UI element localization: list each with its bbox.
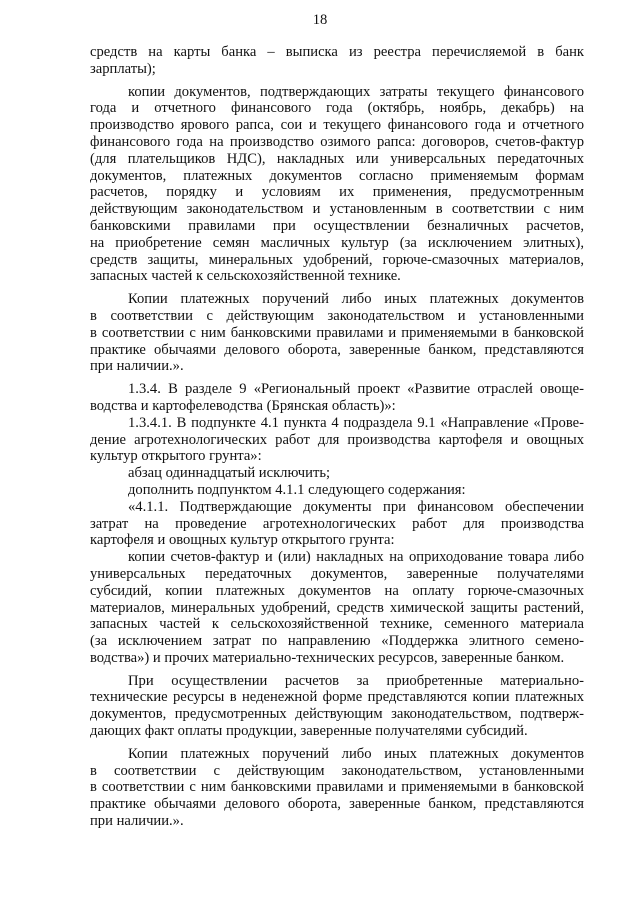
text-line: документов, предусмотренных действующим законодательством, подтверж- [90,706,584,723]
text-line: (для плательщиков НДС), накладных или универсальных передаточных [90,150,584,167]
text-line: водства») и прочих материально-технических ресурсов, заверенные банком. [90,649,565,666]
paragraph [90,381,584,415]
text-line: копии документов, подтверждающих затраты текущего финансового [128,83,584,100]
paragraph [90,549,584,667]
text-line: практике обычаями делового оборота, заверенные банком, представляются [90,796,584,813]
text-line: в соответствии с ним банковскими правилами и применяемыми в банковской [90,779,584,796]
text-line: финансового года на производство озимого рапса: договоров, счетов-фактур [90,133,584,150]
paragraph [90,415,584,465]
text-line: водства и картофелеводства (Брянская область)»: [90,397,396,414]
text-line: зарплаты); [90,60,156,77]
text-line: копии счетов-фактур и (или) накладных на оприходование товара либо [128,549,584,566]
page-number: 18 [312,12,328,28]
text-line: технические ресурсы в неденежной форме представляются копии платежных [90,689,584,706]
text-line: субсидий, копии платежных документов на оплату горюче-смазочных [90,582,584,599]
text-line: 1.3.4.1. В подпункте 4.1 пункта 4 подраздела 9.1 «Направление «Прове- [128,414,584,431]
text-line: года и отчетного финансового года (октябрь, ноябрь, декабрь) на [90,100,584,117]
text-line: документов, платежных документов согласно применяемым формам [90,167,584,184]
text-line: дение агротехнологических работ для производства картофеля и овощных [90,431,584,448]
paragraph [90,746,584,830]
paragraph [90,482,584,499]
text-line: материалов, минеральных удобрений, средств химической защиты растений, [90,599,584,616]
text-line: средств на карты банка – выписка из реестра перечисляемой в банк [90,44,584,60]
text-line: на приобретение семян масличных культур (за исключением элитных), [90,234,584,251]
text-line: в соответствии с действующим законодательством и установленными [90,307,584,324]
text-line: средств защиты, минеральных удобрений, горюче-смазочных материалов, [90,251,584,268]
paragraph [90,673,584,740]
text-line: действующим законодательством и установленным в соответствии с ним [90,201,584,218]
text-line: расчетов, порядку и условиям их применения, предусмотренным [90,184,584,201]
paragraph [90,499,584,549]
text-line: 1.3.4. В разделе 9 «Региональный проект «Развитие отраслей овоще- [128,381,584,398]
text-line: (за исключением затрат по направлению «Поддержка элитного семено- [90,633,584,650]
text-line: в соответствии с действующим законодательством, установленными [90,762,584,779]
text-line: запасных частей к сельскохозяйственной технике, семенного материала [90,616,584,633]
text-line: дополнить подпунктом 4.1.1 следующего содержания: [128,481,466,498]
text-line: картофеля и овощных культур открытого грунта: [90,532,395,549]
paragraph [90,291,584,375]
text-line: затрат на проведение агротехнологических работ для производства [90,515,584,532]
text-line: при наличии.». [90,813,184,830]
paragraph [90,44,584,78]
text-line: банковскими правилами при осуществлении безналичных расчетов, [90,217,584,234]
document-body [90,44,584,830]
text-line: практике обычаями делового оборота, заверенные банком, представляются [90,341,584,358]
text-line: универсальных передаточных документов, заверенные получателями [90,565,584,582]
text-line: При осуществлении расчетов за приобретенные материально- [128,672,584,689]
text-line: при наличии.». [90,358,184,375]
text-line: производство ярового рапса, сои и текущего финансового года и отчетного [90,117,584,134]
text-line: запасных частей к сельскохозяйственной технике. [90,268,401,285]
paragraph [90,84,584,286]
text-line: «4.1.1. Подтверждающие документы при финансовом обеспечении [128,498,584,515]
text-line: абзац одиннадцатый исключить; [128,465,331,482]
text-line: культур открытого грунта»: [90,448,262,465]
text-line: Копии платежных поручений либо иных платежных документов [128,745,584,762]
text-line: в соответствии с ним банковскими правилами и применяемыми в банковской [90,324,584,341]
text-line: Копии платежных поручений либо иных платежных документов [128,291,584,308]
text-line: дающих факт оплаты продукции, заверенные получателями субсидий. [90,723,528,740]
paragraph [90,465,584,482]
